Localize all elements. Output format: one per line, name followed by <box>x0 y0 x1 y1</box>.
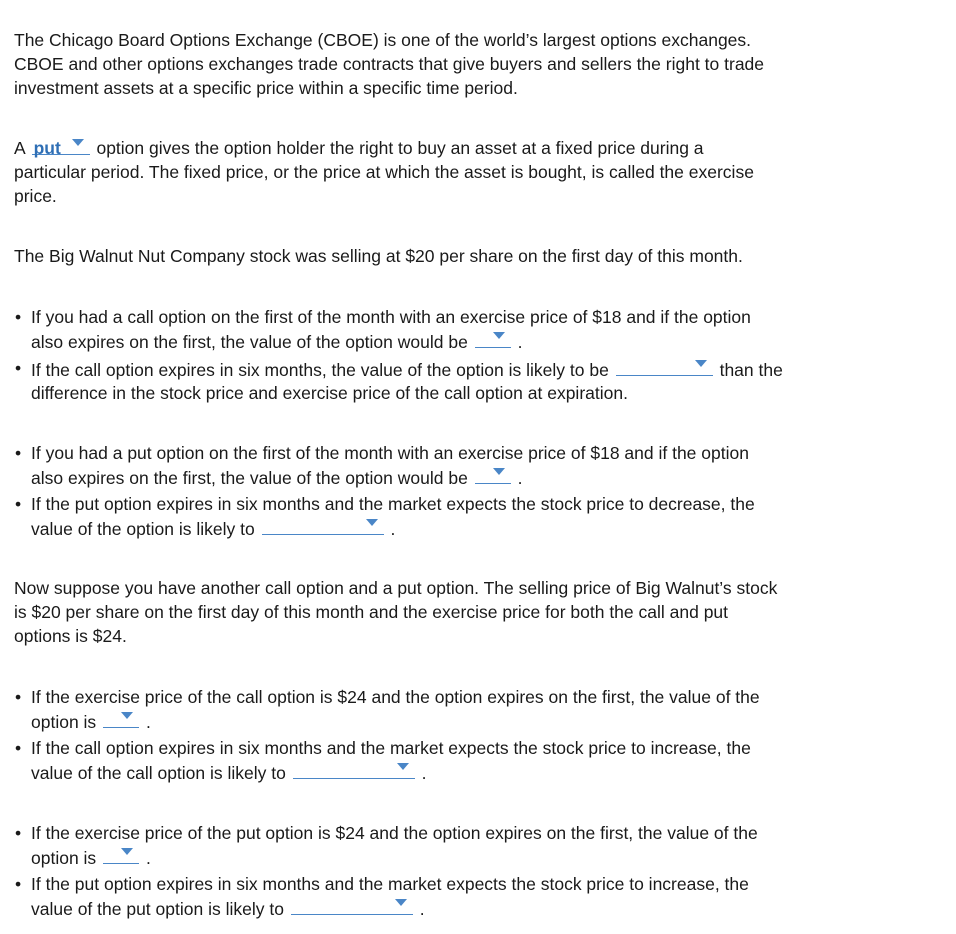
bullet-text-part: If the call option expires in six months, the value of the option is likely to be <box>31 360 609 380</box>
bullet-text <box>31 465 926 490</box>
bullet-text: • If the put option expires in six months and the market expects the stock price to decrease, the <box>31 494 755 514</box>
call24-list <box>14 686 926 788</box>
caret-down-icon <box>121 848 133 855</box>
option-type-dropdown[interactable] <box>32 136 90 158</box>
bullet-text: • If the put option expires in six months and the market expects the stock price to increase, the <box>31 874 749 894</box>
caret-down-icon <box>121 712 133 719</box>
call24-value-dropdown[interactable] <box>103 709 139 728</box>
put24-trend-dropdown[interactable] <box>291 896 413 915</box>
list-item <box>14 493 926 541</box>
call-option-list <box>14 306 926 408</box>
bullet-text <box>31 329 926 354</box>
call24-trend-dropdown[interactable] <box>293 760 415 779</box>
list-item <box>14 737 926 785</box>
bullet-text-part: value of the option is likely to <box>31 519 255 539</box>
put24-value-dropdown[interactable] <box>103 845 139 864</box>
bullet-text-part: value of the put option is likely to <box>31 899 284 919</box>
put24-list <box>14 822 926 924</box>
period: . <box>390 519 396 539</box>
bullet-text-part: option is <box>31 848 97 868</box>
put-option-list <box>14 442 926 544</box>
call-comparison-dropdown[interactable] <box>616 357 713 376</box>
bullet-text: • If you had a put option on the first of the month with an exercise price of $18 and if the option <box>31 443 749 463</box>
put-value-dropdown[interactable] <box>475 465 511 484</box>
list-item <box>14 442 926 490</box>
caret-down-icon <box>493 468 505 475</box>
intro-line: CBOE and other options exchanges trade contracts that give buyers and sellers the right to trade <box>14 54 765 74</box>
bullet-text <box>31 845 926 870</box>
bullet-text-part: option is <box>31 712 97 732</box>
period: . <box>419 899 425 919</box>
scenario-paragraph <box>14 576 926 648</box>
call-value-dropdown[interactable] <box>475 329 511 348</box>
list-item <box>14 686 926 734</box>
stock-statement: The Big Walnut Nut Company stock was selling at $20 per share on the first day of this month. <box>14 246 743 266</box>
bullet-text <box>31 357 926 382</box>
definition-line <box>14 136 926 160</box>
intro-line: investment assets at a specific price within a specific time period. <box>14 78 518 98</box>
list-item <box>14 822 926 870</box>
caret-down-icon <box>72 139 84 146</box>
bullet-text: • If the call option expires in six months and the market expects the stock price to increase, the <box>31 738 751 758</box>
definition-line: particular period. The fixed price, or the price at which the asset is bought, is called the exercise <box>14 162 754 182</box>
bullet-text-part: value of the call option is likely to <box>31 763 286 783</box>
list-item <box>14 873 926 921</box>
scenario-line: Now suppose you have another call option and a put option. The selling price of Big Walnut’s stock <box>14 578 778 598</box>
caret-down-icon <box>395 899 407 906</box>
bullet-text <box>31 760 926 785</box>
caret-down-icon <box>397 763 409 770</box>
bullet-text <box>31 896 926 921</box>
caret-down-icon <box>366 519 378 526</box>
list-item <box>14 357 926 405</box>
caret-down-icon <box>695 360 707 367</box>
period: . <box>517 468 523 488</box>
bullet-text <box>31 709 926 734</box>
intro-paragraph <box>14 28 926 100</box>
bullet-text: • If the exercise price of the put option is $24 and the option expires on the first, the value of the <box>31 823 758 843</box>
period: . <box>145 848 151 868</box>
option-type-selected: put <box>33 138 61 158</box>
definition-paragraph <box>14 136 926 208</box>
period: . <box>421 763 427 783</box>
definition-line: price. <box>14 186 57 206</box>
bullet-text: difference in the stock price and exercise price of the call option at expiration. <box>31 383 628 403</box>
bullet-text: • If the exercise price of the call option is $24 and the option expires on the first, the value of the <box>31 687 760 707</box>
bullet-text <box>31 516 926 541</box>
bullet-text-part: also expires on the first, the value of the option would be <box>31 468 468 488</box>
period: . <box>145 712 151 732</box>
caret-down-icon <box>493 332 505 339</box>
definition-text: option gives the option holder the right to buy an asset at a fixed price during a <box>96 138 704 158</box>
list-item <box>14 306 926 354</box>
bullet-text-part: than the <box>719 360 783 380</box>
scenario-line: options is $24. <box>14 626 127 646</box>
bullet-text-part: also expires on the first, the value of the option would be <box>31 332 468 352</box>
bullet-text: • If you had a call option on the first of the month with an exercise price of $18 and if the option <box>31 307 751 327</box>
scenario-line: is $20 per share on the first day of this month and the exercise price for both the call and put <box>14 602 729 622</box>
put-trend-dropdown[interactable] <box>262 516 384 535</box>
definition-prefix: A <box>14 138 25 158</box>
period: . <box>517 332 523 352</box>
intro-line: The Chicago Board Options Exchange (CBOE) is one of the world’s largest options exchanges. <box>14 30 752 50</box>
